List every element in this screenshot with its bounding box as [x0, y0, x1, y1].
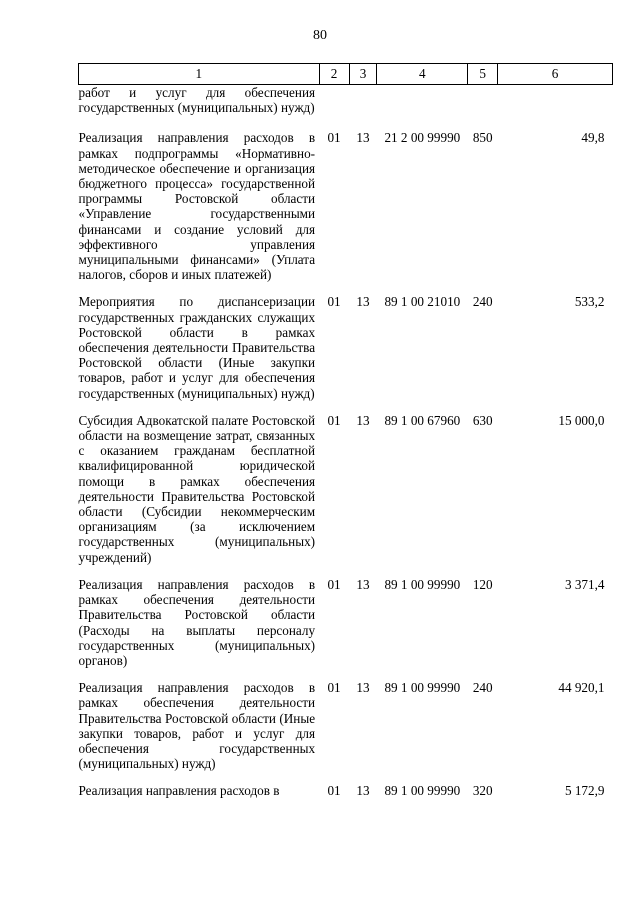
header-col-6: 6: [498, 64, 613, 85]
row-target-code: 89 1 00 21010: [384, 294, 461, 310]
row-section: 01: [327, 412, 341, 428]
row-description: работ и услуг для обеспечения государственных (муниципальных) нужд): [78, 85, 316, 116]
table-row: [79, 577, 613, 680]
header-col-1: 1: [79, 64, 320, 85]
row-description: Реализация направления расходов в: [78, 783, 280, 799]
budget-table: [78, 63, 613, 799]
row-description: Реализация направления расходов в рамках подпрограммы «Нормативно-методическое обеспечение и организация бюджетного процесса» государственной программы Ростовской области «Управление государственными финансами и создание условий для эффективного управления муниципальными финансами» (Уплата налогов, сборов и иных платежей): [78, 130, 316, 283]
table-row: [79, 680, 613, 783]
row-target-code: 89 1 00 99990: [384, 680, 461, 696]
row-description: Субсидия Адвокатской палате Ростовской области на возмещение затрат, связанных с оказанием гражданам бесплатной квалифицированной юридической помощи в рамках обеспечения деятельности Правительства Ростовской области (Субсидии некоммерческим организациям (за исключением государственных (муниципальных) учреждений): [78, 412, 316, 565]
row-target-code: [377, 85, 468, 131]
page-number: 80: [313, 28, 327, 43]
row-expense-type: 240: [472, 294, 493, 310]
row-expense-type: 240: [472, 680, 493, 696]
table-row: [79, 130, 613, 294]
table-row: [79, 413, 613, 577]
row-amount: 3 371,4: [564, 576, 605, 592]
row-description: Реализация направления расходов в рамках обеспечения деятельности Правительства Ростовской области (Расходы на выплаты персоналу государственных (муниципальных) органов): [78, 576, 316, 668]
row-section: 01: [327, 130, 341, 146]
row-amount: 44 920,1: [558, 680, 605, 696]
row-expense-type: 120: [472, 576, 493, 592]
row-expense-type: 850: [472, 130, 493, 146]
header-col-3: 3: [349, 64, 377, 85]
row-subsection: 13: [356, 130, 370, 146]
table-header-row: [79, 64, 613, 85]
row-section: 01: [327, 294, 341, 310]
row-expense-type: 630: [472, 412, 493, 428]
row-target-code: 89 1 00 99990: [384, 783, 461, 799]
header-col-5: 5: [468, 64, 498, 85]
row-subsection: 13: [356, 680, 370, 696]
table-row: [79, 294, 613, 412]
row-description: Мероприятия по диспансеризации государственных гражданских служащих Ростовской области в рамках обеспечения деятельности Правительства Ростовской области (Иные закупки товаров, работ и услуг для обеспечения государственных (муниципальных) нужд): [78, 294, 316, 401]
table-row: [79, 783, 613, 798]
row-section: [319, 85, 349, 131]
row-amount: 15 000,0: [558, 412, 605, 428]
row-subsection: 13: [356, 412, 370, 428]
row-section: 01: [327, 680, 341, 696]
row-amount: 49,8: [581, 130, 605, 146]
header-col-4: 4: [377, 64, 468, 85]
row-target-code: 89 1 00 99990: [384, 576, 461, 592]
row-amount: 533,2: [574, 294, 605, 310]
row-subsection: 13: [356, 294, 370, 310]
row-amount: [498, 85, 613, 131]
row-description: Реализация направления расходов в рамках обеспечения деятельности Правительства Ростовской области (Иные закупки товаров, работ и услуг для обеспечения государственных (муниципальных) нужд): [78, 680, 316, 772]
row-target-code: 89 1 00 67960: [384, 412, 461, 428]
row-subsection: 13: [356, 783, 370, 799]
row-subsection: [349, 85, 377, 131]
row-amount: 5 172,9: [564, 783, 605, 799]
row-section: 01: [327, 576, 341, 592]
row-expense-type: 320: [472, 783, 493, 799]
table-row: [79, 85, 613, 131]
row-subsection: 13: [356, 576, 370, 592]
row-target-code: 21 2 00 99990: [384, 130, 461, 146]
header-col-2: 2: [319, 64, 349, 85]
row-expense-type: [468, 85, 498, 131]
row-section: 01: [327, 783, 341, 799]
